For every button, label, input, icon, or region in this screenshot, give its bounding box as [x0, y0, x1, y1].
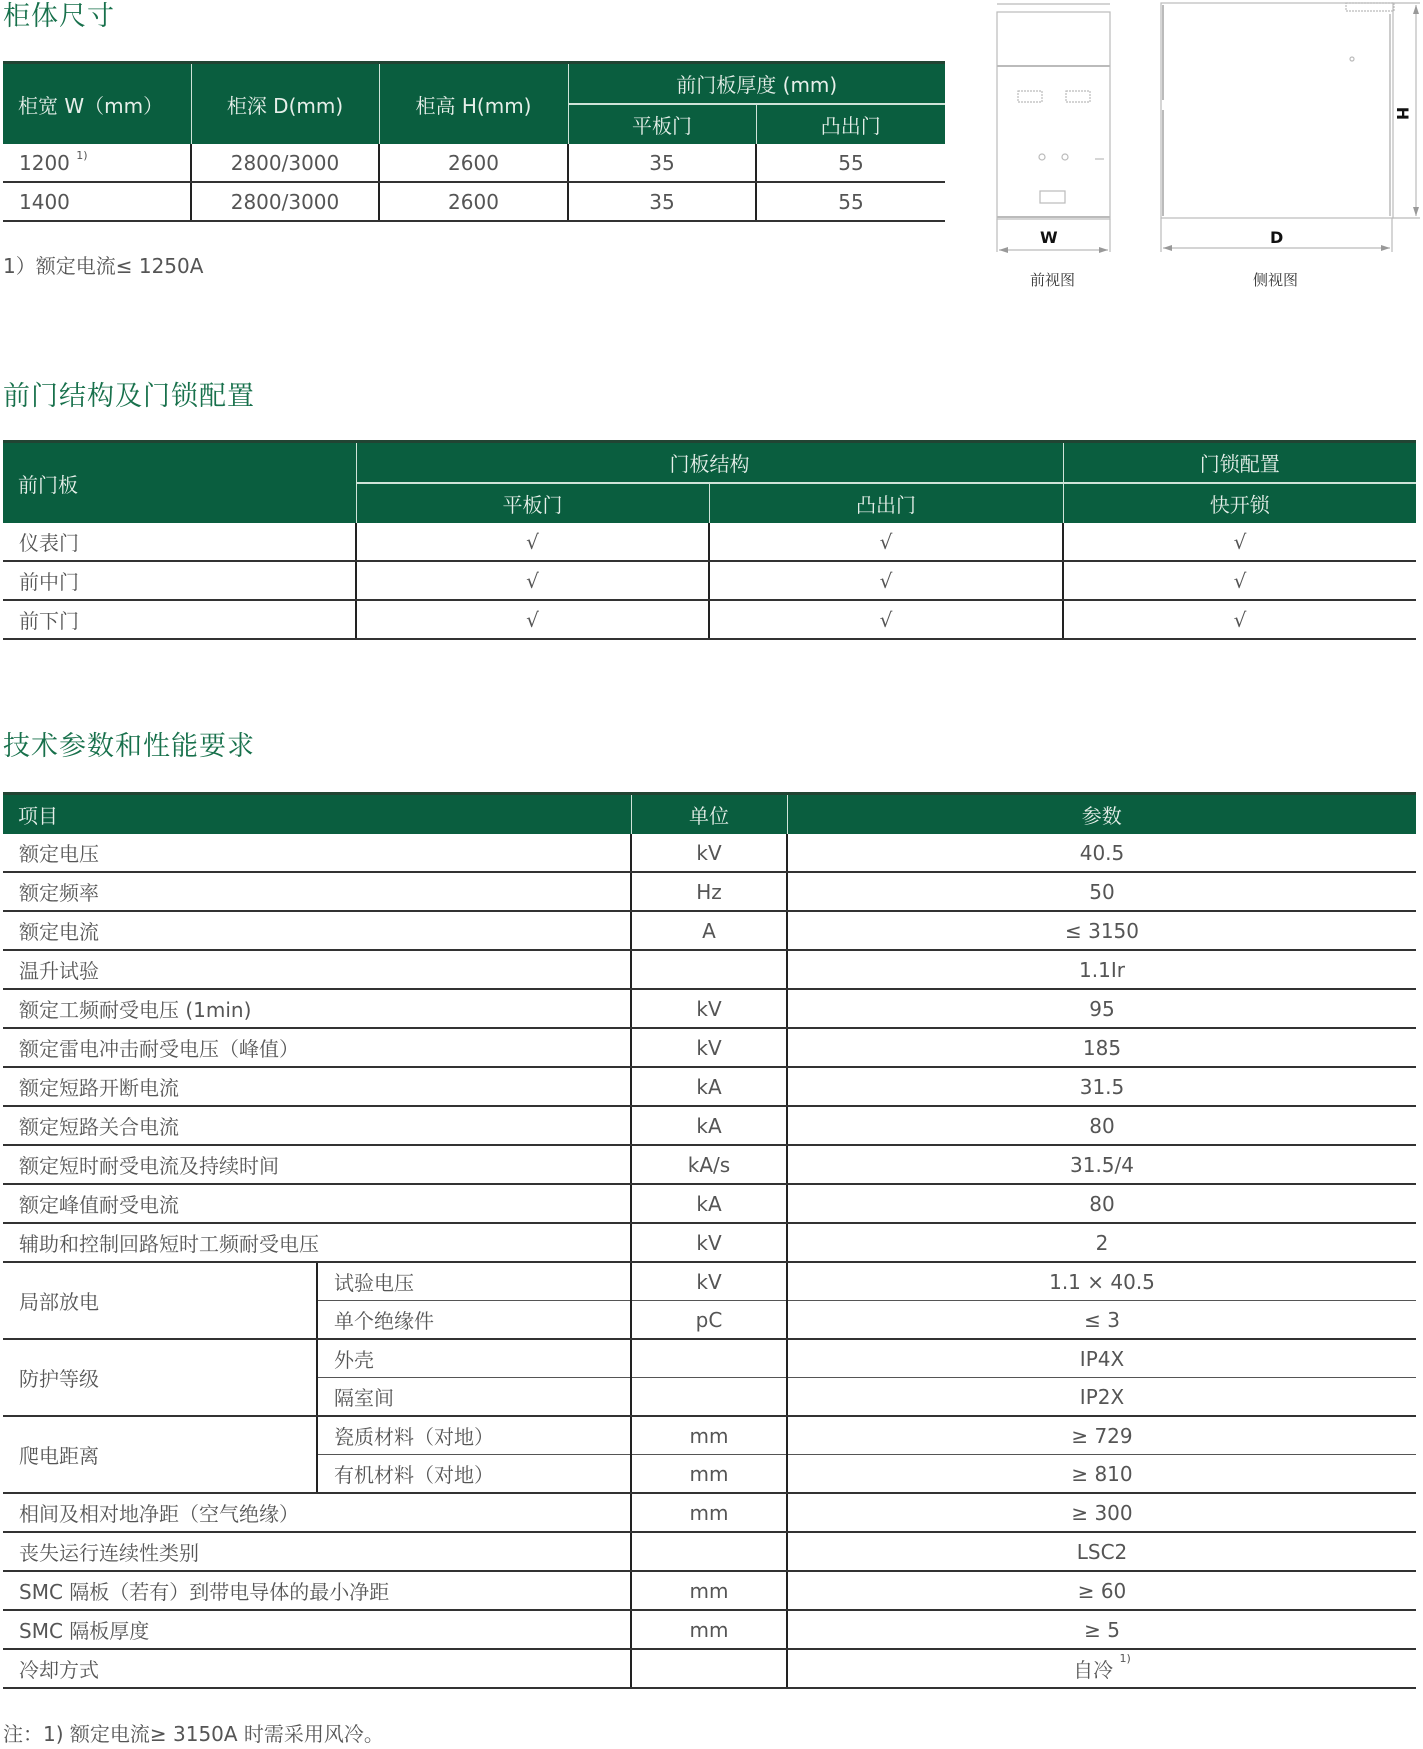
table-row [3, 523, 1416, 561]
cell-item: 额定频率 [3, 872, 631, 911]
cell-item: 温升试验 [3, 950, 631, 989]
check-icon: √ [709, 523, 1063, 561]
cell-sub-item: 单个绝缘件 [317, 1301, 631, 1340]
cell-sub-item: 有机材料（对地） [317, 1455, 631, 1494]
cell-value: LSC2 [787, 1532, 1416, 1571]
cell-value: IP4X [787, 1339, 1416, 1378]
cell-value: 1.1Ir [787, 950, 1416, 989]
check-icon: √ [709, 561, 1063, 600]
cell-unit: mm [631, 1455, 787, 1494]
cell-group-item: 防护等级 [3, 1339, 317, 1416]
cell-flat: 35 [568, 144, 756, 182]
cell-value: 40.5 [787, 834, 1416, 872]
cell-item: 额定短路关合电流 [3, 1106, 631, 1145]
table-row [3, 1145, 1416, 1184]
check-icon: √ [1063, 600, 1416, 639]
cell-value: ≥ 300 [787, 1493, 1416, 1532]
cell-value: ≥ 5 [787, 1610, 1416, 1649]
table-row-group [3, 1339, 1416, 1378]
cell-unit: kA [631, 1106, 787, 1145]
footnote-cooling: 注：1) 额定电流≥ 3150A 时需采用风冷。 [3, 1722, 384, 1746]
cell-unit: kV [631, 834, 787, 872]
table-row [3, 1532, 1416, 1571]
section-title-front-door: 前门结构及门锁配置 [3, 381, 255, 412]
cell-item: 额定工频耐受电压 (1min) [3, 989, 631, 1028]
section-title-cabinet-dimensions: 柜体尺寸 [3, 1, 115, 32]
side-view-label: 侧视图 [1253, 271, 1299, 289]
cell-item: 额定峰值耐受电流 [3, 1184, 631, 1223]
cell-convex: 55 [756, 144, 945, 182]
cell-unit: kV [631, 989, 787, 1028]
cell-item: 冷却方式 [3, 1649, 631, 1688]
table-row-group [3, 1262, 1416, 1301]
cell-sub-item: 试验电压 [317, 1262, 631, 1301]
table-row [3, 989, 1416, 1028]
cell-door-name: 仪表门 [3, 523, 356, 561]
table-row [3, 600, 1416, 639]
cell-value: ≥ 729 [787, 1416, 1416, 1455]
cell-item: 辅助和控制回路短时工频耐受电压 [3, 1223, 631, 1262]
front-view-label: 前视图 [1030, 271, 1076, 289]
check-icon: √ [356, 600, 709, 639]
table-row [3, 1223, 1416, 1262]
cell-value: 80 [787, 1184, 1416, 1223]
cell-depth: 2800/3000 [191, 182, 379, 221]
cell-unit: kA [631, 1184, 787, 1223]
dimension-label-w: W [1040, 228, 1058, 247]
cell-unit: kV [631, 1223, 787, 1262]
cell-unit: kV [631, 1262, 787, 1301]
footnote-ref: 1) [1119, 1652, 1131, 1665]
cell-item: 额定电压 [3, 834, 631, 872]
cell-unit [631, 1532, 787, 1571]
cell-unit [631, 950, 787, 989]
check-icon: √ [356, 523, 709, 561]
check-icon: √ [1063, 523, 1416, 561]
table-row [3, 561, 1416, 600]
footnote-rated-current: 1）额定电流≤ 1250A [3, 254, 204, 278]
cell-height: 2600 [379, 182, 568, 221]
table-row [3, 1493, 1416, 1532]
cell-sub-item: 瓷质材料（对地） [317, 1416, 631, 1455]
cell-item: 相间及相对地净距（空气绝缘） [3, 1493, 631, 1532]
table-row [3, 834, 1416, 872]
table-row [3, 1184, 1416, 1223]
header-width: 柜宽 W（mm） [3, 63, 191, 145]
front-door-table [3, 440, 1416, 640]
check-icon: √ [1063, 561, 1416, 600]
cell-value: 185 [787, 1028, 1416, 1067]
cell-value: ≤ 3150 [787, 911, 1416, 950]
cell-unit: mm [631, 1416, 787, 1455]
table-row [3, 1028, 1416, 1067]
header-flat-door: 平板门 [356, 483, 709, 523]
cell-door-name: 前下门 [3, 600, 356, 639]
cell-unit [631, 1339, 787, 1378]
section-title-tech-params: 技术参数和性能要求 [3, 731, 255, 762]
header-item: 项目 [3, 794, 631, 835]
header-flat-door: 平板门 [568, 104, 756, 144]
header-convex-door: 凸出门 [709, 483, 1063, 523]
cell-item: 额定短时耐受电流及持续时间 [3, 1145, 631, 1184]
cell-group-item: 局部放电 [3, 1262, 317, 1339]
cell-value: IP2X [787, 1378, 1416, 1417]
header-door-thickness: 前门板厚度 (mm) [568, 63, 945, 105]
cell-unit: pC [631, 1301, 787, 1340]
dimension-label-h: H [1393, 106, 1413, 121]
cell-height: 2600 [379, 144, 568, 182]
cell-value: 2 [787, 1223, 1416, 1262]
cell-item: 丧失运行连续性类别 [3, 1532, 631, 1571]
cell-value: 1.1 × 40.5 [787, 1262, 1416, 1301]
cell-item: SMC 隔板（若有）到带电导体的最小净距 [3, 1571, 631, 1610]
header-unit: 单位 [631, 794, 787, 835]
cell-width: 1200 $^{1)}$ [3, 144, 191, 182]
check-icon: √ [356, 561, 709, 600]
cell-door-name: 前中门 [3, 561, 356, 600]
table-row [3, 950, 1416, 989]
table-row [3, 872, 1416, 911]
cell-item: 额定短路开断电流 [3, 1067, 631, 1106]
table-row-group [3, 1416, 1416, 1455]
cell-item: SMC 隔板厚度 [3, 1610, 631, 1649]
cell-value: 自冷 $^{1)}$ [787, 1649, 1416, 1688]
cell-unit: mm [631, 1610, 787, 1649]
header-param: 参数 [787, 794, 1416, 835]
header-depth: 柜深 D(mm) [191, 63, 379, 145]
cell-sub-item: 隔室间 [317, 1378, 631, 1417]
table-row [3, 911, 1416, 950]
cell-value: 80 [787, 1106, 1416, 1145]
header-lock-config: 门锁配置 [1063, 442, 1416, 484]
cell-unit [631, 1378, 787, 1417]
cell-sub-item: 外壳 [317, 1339, 631, 1378]
tech-params-table [3, 792, 1416, 1689]
cell-value: 31.5/4 [787, 1145, 1416, 1184]
cell-unit: mm [631, 1571, 787, 1610]
dimension-label-d: D [1270, 228, 1284, 247]
cell-convex: 55 [756, 182, 945, 221]
cell-unit: A [631, 911, 787, 950]
cell-unit: Hz [631, 872, 787, 911]
cell-group-item: 爬电距离 [3, 1416, 317, 1493]
cell-unit: kA/s [631, 1145, 787, 1184]
header-door-structure: 门板结构 [356, 442, 1063, 484]
cell-value: ≥ 810 [787, 1455, 1416, 1494]
cell-width: 1400 [3, 182, 191, 221]
cell-depth: 2800/3000 [191, 144, 379, 182]
cell-value: 50 [787, 872, 1416, 911]
cell-unit [631, 1649, 787, 1688]
header-height: 柜高 H(mm) [379, 63, 568, 145]
cell-item: 额定电流 [3, 911, 631, 950]
header-front-panel: 前门板 [3, 442, 356, 524]
table-row [3, 1067, 1416, 1106]
table-row [3, 1649, 1416, 1688]
check-icon: √ [709, 600, 1063, 639]
table-row [3, 1610, 1416, 1649]
footnote-ref: 1) [76, 148, 88, 162]
cell-value: 31.5 [787, 1067, 1416, 1106]
cell-value: ≥ 60 [787, 1571, 1416, 1610]
cell-value: ≤ 3 [787, 1301, 1416, 1340]
cabinet-diagram [0, 0, 1423, 300]
table-row [3, 1106, 1416, 1145]
cell-unit: kV [631, 1028, 787, 1067]
cell-item: 额定雷电冲击耐受电压（峰值） [3, 1028, 631, 1067]
header-convex-door: 凸出门 [756, 104, 945, 144]
cell-unit: kA [631, 1067, 787, 1106]
cell-flat: 35 [568, 182, 756, 221]
table-row [3, 1571, 1416, 1610]
cell-unit: mm [631, 1493, 787, 1532]
cell-value: 95 [787, 989, 1416, 1028]
header-quick-lock: 快开锁 [1063, 483, 1416, 523]
